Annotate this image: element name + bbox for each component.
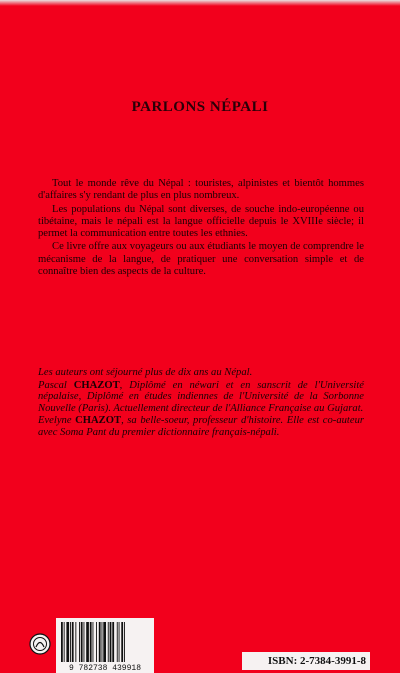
barcode-bar xyxy=(64,622,65,662)
barcode-bar xyxy=(110,622,112,662)
description-paragraph-1: Tout le monde rêve du Népal : touristes, alpinistes et bientôt hommes d'affaires s'y rendant de plus en plus nombreux. xyxy=(38,178,364,202)
barcode-bar xyxy=(102,622,103,662)
book-description xyxy=(38,178,364,279)
barcode-bar xyxy=(112,622,114,662)
author-2-first-name: Evelyne xyxy=(38,415,72,427)
barcode-bar xyxy=(86,622,89,662)
book-title: PARLONS NÉPALI xyxy=(131,99,269,115)
isbn-label: ISBN: 2-7384-3991-8 xyxy=(267,655,366,667)
author-2-description: , sa belle-soeur, professeur d'histoire. Elle est co-auteur avec Soma Pant du premier dictionnaire français-népali. xyxy=(38,415,364,438)
author-1-first-name: Pascal xyxy=(38,379,67,391)
author-1-bio xyxy=(38,380,364,415)
barcode-bar xyxy=(93,622,94,662)
barcode-icon xyxy=(60,622,150,662)
barcode-block xyxy=(56,618,154,673)
barcode-bar xyxy=(81,622,83,662)
barcode-bar xyxy=(79,622,80,662)
barcode-bar xyxy=(72,622,74,662)
barcode-bar xyxy=(108,622,109,662)
barcode-bar xyxy=(66,622,69,662)
barcode-bar xyxy=(75,622,76,662)
barcode-bar xyxy=(119,622,120,662)
barcode-bar xyxy=(96,622,97,662)
authors-section xyxy=(38,367,364,440)
barcode-bar xyxy=(121,622,123,662)
barcode-bar xyxy=(90,622,92,662)
authors-intro: Les auteurs ont séjourné plus de dix ans au Népal. xyxy=(38,367,253,378)
author-1-last-name: CHAZOT xyxy=(73,379,120,391)
barcode-bar xyxy=(117,622,118,662)
barcode-bar xyxy=(103,622,106,662)
barcode-bar xyxy=(99,622,101,662)
description-paragraph-2: Les populations du Népal sont diverses, de souche indo-européenne ou tibétaine, mais le népali est la langue officielle depuis le XVIIIe siècle; il permet la communication entre toutes les ethnies. xyxy=(38,203,364,240)
barcode-bar xyxy=(84,622,85,662)
barcode-number: 9 782738 439918 xyxy=(68,664,141,673)
scan-edge xyxy=(0,0,400,6)
author-1-description: , Diplômé en néwari et en sanscrit de l'Université népalaise, Diplômé en études indiennes de l'Université de la Sorbonne Nouvelle (Paris). Actuellement directeur de l'Alliance Française au Gujarat. xyxy=(38,379,364,414)
barcode-bar xyxy=(70,622,71,662)
barcode-bar xyxy=(124,622,125,662)
author-2-bio xyxy=(38,415,364,438)
description-paragraph-3: Ce livre offre aux voyageurs ou aux étudiants le moyen de comprendre le mécanisme de la langue, de pratiquer une conversation simple et de connaître bien des aspects de la culture. xyxy=(38,241,364,278)
publisher-logo-icon xyxy=(29,633,51,655)
author-2-last-name: CHAZOT xyxy=(75,415,122,427)
barcode-bar xyxy=(61,622,63,662)
